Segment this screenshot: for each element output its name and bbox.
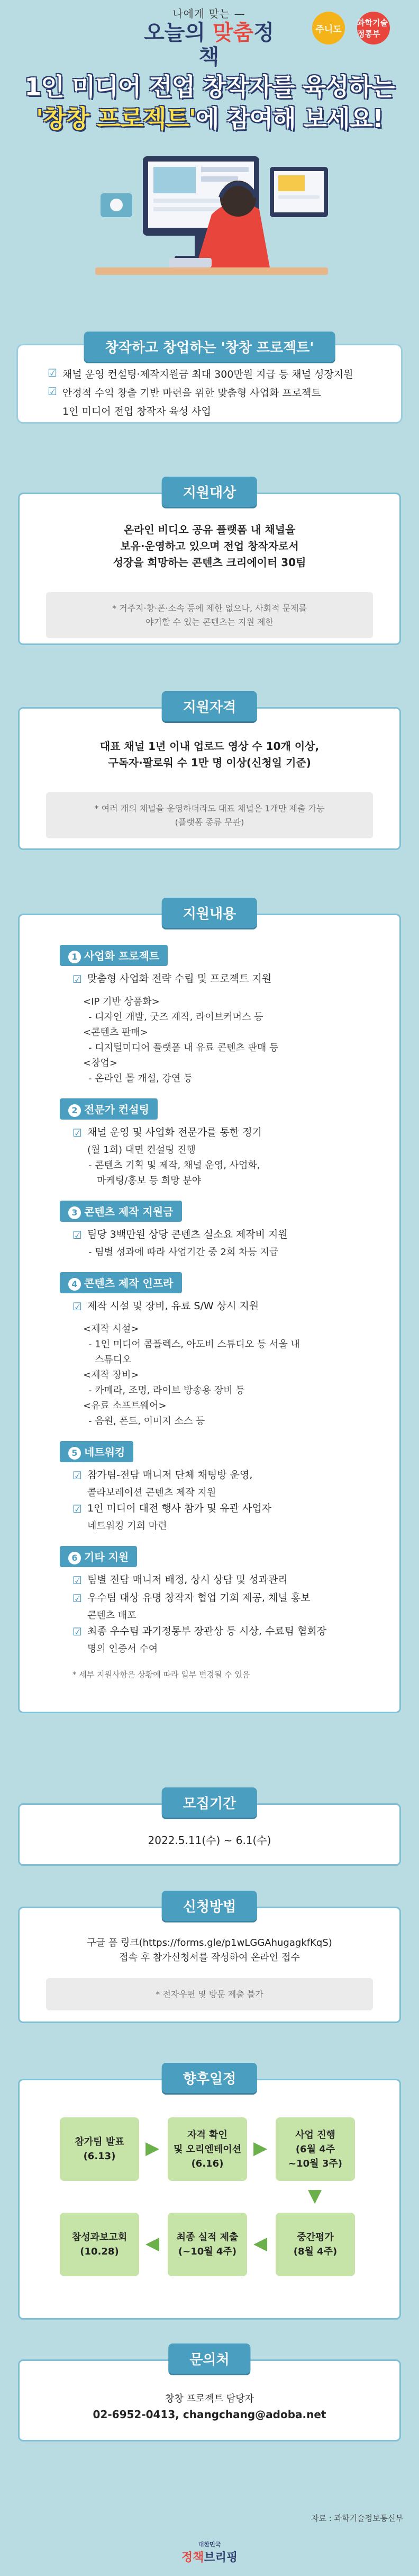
target-panel (18, 493, 401, 645)
arrow-right-icon: ▶ (145, 2137, 160, 2159)
support-block-2: 2 전문가 컨설팅 ☑ 채널 운영 및 사업화 전문가를 통한 정기 (월 1회) 대면 컨설팅 진행 - 콘텐츠 기획 및 제작, 채널 운영, 사업화, 마케팅/홍보 등 희망 분야 (20, 1098, 399, 1188)
arrow-down-icon: ▼ (308, 2185, 322, 2206)
intro-plain (48, 404, 401, 418)
support-panel (18, 914, 401, 1713)
support-subhead-1: 1 사업화 프로젝트 (60, 945, 168, 966)
logo-title-suffix: 정책 (198, 21, 274, 69)
target-note: * 거주지·창·폰·소속 등에 제한 없으나, 사회적 문제를 야기할 수 있는 콘텐츠는 지원 제한 (46, 592, 373, 638)
check-icon: ☑ (72, 1574, 82, 1587)
check-icon: ☑ (72, 1229, 82, 1241)
schedule-title: 향후일정 (162, 2063, 257, 2093)
schedule-step-2: 자격 확인 및 오리엔테이션 (6.16) (168, 2117, 247, 2181)
logo-subtitle: 나에게 맞는 — (172, 7, 245, 20)
support-block-1: 1 사업화 프로젝트 ☑ 맞춤형 사업화 전략 수립 및 프로젝트 지원 <IP 기반 상품화> - 디자인 개발, 굿즈 제작, 라이브커머스 등 <콘텐츠 판매> - 디지털미디어 플랫폼 내 유료 콘텐츠 판매 등 <창업> - 온라인 몰 개설, 강연 등 (20, 945, 399, 1086)
support-block-5: 5 네트워킹 ☑ 참가팀-전담 매니저 단체 채팅방 운영, 콜라보레이션 콘텐츠 제작 지원 ☑ 1인 미디어 대전 행사 참가 및 유관 사업자 네트워킹 기회 마련 (20, 1441, 399, 1533)
mascot-badge: 주니도 (312, 12, 345, 44)
intro-item (48, 385, 401, 399)
support-subhead-6: 6 기타 지원 (60, 1546, 137, 1567)
check-icon: ☑ (72, 1469, 82, 1482)
check-icon: ☑ (48, 385, 57, 398)
schedule-step-6: 참성과보고회 (10.28) (60, 2213, 139, 2276)
hero-title-line1 (0, 68, 419, 103)
check-icon: ☑ (72, 1300, 82, 1313)
qualification-title: 지원자격 (162, 691, 257, 721)
check-icon: ☑ (72, 1592, 82, 1605)
apply-panel (18, 1907, 401, 2023)
contact-body: 창창 프로젝트 담당자 02-6952-0413, changchang@adoba.net (20, 2392, 399, 2423)
apply-title: 신청방법 (162, 1891, 257, 1921)
support-subhead-5: 5 네트워킹 (60, 1441, 133, 1462)
apply-body: 구글 폼 링크(https://forms.gle/p1wLGGAhugagkfKqS) 접속 후 참가신청서를 작성하여 온라인 접수 (20, 1936, 399, 1965)
support-block-6: 6 기타 지원 ☑ 팀별 전담 매니저 배정, 상시 상담 및 성과관리 ☑ 우수팀 대상 유명 창작자 협업 기회 제공, 채널 홍보 콘텐츠 배포 ☑ 최종 우수팀 과기정통부 장관상 등 시상, 수료팀 협회장 명의 인증서 수여 (20, 1546, 399, 1656)
target-body: 온라인 비디오 공유 플랫폼 내 채널을 보유·운영하고 있으며 전업 창작자로서 성장을 희망하는 콘텐츠 크리에이터 30팀 (113, 523, 306, 569)
source-caption: 자료 : 과학기술정보통신부 (311, 2514, 403, 2523)
ministry-badge: 과학기술 정통부 (357, 12, 390, 44)
hero-title-line2-b: 에 참여해 보세요! (195, 104, 383, 133)
intro-title: 창작하고 창업하는 '창창 프로젝트' (84, 332, 335, 362)
contact-info: 02-6952-0413, changchang@adoba.net (93, 2408, 326, 2421)
intro-item (48, 366, 401, 381)
hero-title-line2 (0, 100, 419, 135)
schedule-panel (18, 2079, 401, 2320)
arrow-left-icon: ◀ (145, 2233, 160, 2254)
period-value: 2022.5.11(수) ~ 6.1(수) (148, 1834, 271, 1847)
policy-briefing-logo: 대한민국 정책브리핑 (181, 2541, 238, 2564)
check-icon: ☑ (72, 1502, 82, 1515)
support-subhead-3: 3 콘텐츠 제작 지원금 (60, 1201, 182, 1222)
schedule-step-5: 최종 실적 제출 (~10월 4주) (168, 2213, 247, 2276)
support-subhead-4: 4 콘텐츠 제작 인프라 (60, 1272, 182, 1293)
hero-banner (0, 0, 419, 297)
intro-item-text: 안정적 수익 창출 기반 마련을 위한 맞춤형 사업화 프로젝트 (62, 387, 321, 399)
policy-logo (143, 5, 275, 69)
support-title: 지원내용 (162, 898, 257, 928)
check-icon: ☑ (72, 1126, 82, 1139)
logo-title-accent: 맞춤 (212, 21, 254, 45)
support-footnote: * 세부 지원사항은 상황에 따라 일부 변경될 수 있음 (72, 1670, 250, 1679)
hero-title-line1-a: 1인 미디어 (24, 73, 149, 101)
contact-title: 문의처 (168, 2344, 250, 2374)
schedule-step-3: 사업 진행 (6월 4주 ~10월 3주) (276, 2117, 355, 2181)
logo-title (143, 21, 275, 69)
check-icon: ☑ (72, 973, 82, 986)
check-icon: ☑ (72, 1625, 82, 1638)
qualification-body: 대표 채널 1년 이내 업로드 영상 수 10개 이상, 구독자·팔로워 수 1만 명 이상(신청일 기준) (99, 740, 320, 769)
apply-link: 구글 폼 링크(https://forms.gle/p1wLGGAhugagkfKqS) (87, 1937, 332, 1948)
arrow-left-icon: ◀ (253, 2233, 268, 2254)
check-icon: ☑ (48, 366, 57, 379)
qualification-note: * 여러 개의 채널을 운영하더라도 대표 채널은 1개만 제출 가능 (플랫폼 종류 무관) (46, 792, 373, 838)
support-block-4: 4 콘텐츠 제작 인프라 ☑ 제작 시설 및 장비, 유료 S/W 상시 지원 <제작 시설> - 1인 미디어 콤플렉스, 아도비 스튜디오 등 서울 내 스튜디오 <제작 장비> - 카메라, 조명, 라이브 방송용 장비 등 <유료 소프트웨어> - 음원, 폰트, 이미지 소스 등 (20, 1272, 399, 1428)
arrow-right-icon: ▶ (253, 2137, 268, 2159)
schedule-step-1: 참가팀 발표 (6.13) (60, 2117, 139, 2181)
creator-desk-illustration (63, 135, 360, 289)
support-block-3: 3 콘텐츠 제작 지원금 ☑ 팀당 3백만원 상당 콘텐츠 실소요 제작비 지원 - 팀별 성과에 따라 사업기간 중 2회 차등 지급 (20, 1201, 399, 1259)
target-title: 지원대상 (162, 477, 257, 507)
hero-title-line1-b: 전업 창작자를 육성하는 (149, 73, 395, 101)
logo-title-prefix: 오늘의 (144, 21, 213, 45)
qualification-panel (18, 707, 401, 850)
apply-note: * 전자우편 및 방문 제출 불가 (46, 1978, 373, 2011)
intro-plain-text: 1인 미디어 전업 창작자 육성 사업 (62, 406, 211, 417)
schedule-step-4: 중간평가 (8월 4주) (276, 2213, 355, 2276)
period-title: 모집기간 (162, 1787, 257, 1818)
support-subhead-2: 2 전문가 컨설팅 (60, 1098, 158, 1120)
hero-title-line2-a: '창창 프로젝트' (36, 104, 196, 133)
intro-item-text: 채널 운영 컨설팅·제작지원금 최대 300만원 지급 등 채널 성장지원 (62, 369, 353, 380)
